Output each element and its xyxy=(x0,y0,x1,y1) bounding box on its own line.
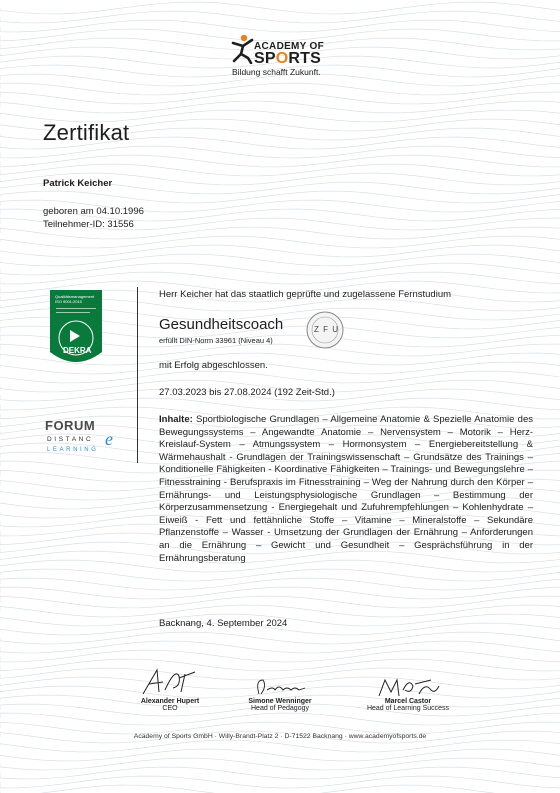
signer-name: Simone Wenninger xyxy=(248,698,312,705)
wave-line xyxy=(0,245,560,257)
athlete-figure-icon xyxy=(230,34,256,64)
certificate-title: Zertifikat xyxy=(43,120,130,145)
logo-line-2 xyxy=(254,50,321,68)
zfu-text: Z F U xyxy=(314,325,339,334)
course-contents xyxy=(159,414,533,565)
logo-tagline: Bildung schafft Zukunft. xyxy=(232,67,321,77)
signature-block-pedagogy xyxy=(220,676,340,712)
wave-line xyxy=(0,263,560,275)
signer-name: Alexander Hupert xyxy=(140,698,200,705)
wave-line xyxy=(0,785,560,793)
vertical-divider xyxy=(137,287,138,463)
wave-line xyxy=(0,641,560,653)
logo-sports-text: SPORTS xyxy=(254,50,322,67)
place-and-date: Backnang, 4. September 2024 xyxy=(159,618,288,629)
signature-2-image xyxy=(245,676,315,698)
signer-role: Head of Learning Success xyxy=(366,705,450,712)
wave-line xyxy=(0,101,560,113)
forum-word: FORUM xyxy=(45,418,96,433)
wave-line xyxy=(0,11,560,23)
intro-text: Herr Keicher hat das staatlich geprüfte und zugelassene Fernstudium xyxy=(159,289,452,300)
course-name: Gesundheitscoach xyxy=(159,316,284,333)
academy-of-sports-logo xyxy=(226,34,346,82)
zfu-seal xyxy=(305,310,345,355)
course-dates: 27.03.2023 bis 27.08.2024 (192 Zeit-Std.) xyxy=(159,387,335,398)
signer-role: Head of Pedagogy xyxy=(251,705,309,712)
participant-id: Teilnehmer-ID: 31556 xyxy=(43,219,134,230)
dekra-seal xyxy=(50,290,102,370)
signature-1-image xyxy=(135,664,205,698)
contents-text: Sportbiologische Grundlagen – Allgemeine Anatomie & Spezielle Anatomie des Bewegungssystems – Angewandte Anatomie – Nervensystem – Motorik – Herz-Kreislauf-System – Atmungssystem – Hormonsystem – Energiebereitstellung & Wärmehaushalt - Grundlagen der Trainingswissenschaft – Grundsätze des Trainings – Konditionelle Fähigkeiten - Koordinative Fähigkeiten – Trainings- und Bewegungslehre – Fitnesstraining - Berufspraxis im Fitnesstraining – Weg der Nahrung durch den Körper – Ernährungs- und Leistungsphysiologische Grundlagen – Bestimmung der Körperzusammensetzung - Energiegehalt und Zufuhrempfehlungen – Kohlenhydrate – Eiweiß - Fett und fettähnliche Stoffe – Vitamine – Mineralstoffe – Sekundäre Pflanzenstoffe – Wasser - Umsetzung der Grundlagen der Ernährung – Anforderungen an die Ernährung – Gewicht und Gesundheit – Gesprächsführung in der Ernährungsberatung xyxy=(159,414,533,564)
footer-address: Academy of Sports GmbH · Willy-Brandt-Platz 2 · D-71522 Backnang · www.academyofsports.de xyxy=(133,733,427,740)
dekra-qm-label: Qualitätsmanagement xyxy=(55,294,95,299)
forum-e: e xyxy=(105,429,113,449)
signature-block-learning-success xyxy=(348,676,468,712)
completion-text: mit Erfolg abgeschlossen. xyxy=(159,360,268,371)
wave-line xyxy=(0,371,560,383)
contents-label: Inhalte: xyxy=(159,414,193,425)
dekra-iso-label: ISO 9001:2015 xyxy=(55,299,82,304)
wave-line xyxy=(0,749,560,761)
dekra-text: DEKRA xyxy=(63,346,92,355)
recipient-name: Patrick Keicher xyxy=(43,178,113,189)
signature-block-ceo xyxy=(110,664,230,712)
forum-learning: LEARNING xyxy=(47,447,99,453)
signer-name: Marcel Castor xyxy=(384,698,432,705)
wave-line xyxy=(0,578,560,590)
wave-line xyxy=(0,164,560,176)
wave-line xyxy=(0,767,560,779)
wave-line xyxy=(0,20,560,32)
signature-3-image xyxy=(373,676,443,698)
logo-line-1: ACADEMY OF xyxy=(254,41,325,52)
birth-date: geboren am 04.10.1996 xyxy=(43,206,144,217)
forum-distance-learning-logo xyxy=(45,418,120,460)
wave-line xyxy=(0,605,560,617)
signer-role: CEO xyxy=(162,705,178,712)
forum-distance: DISTANC xyxy=(47,436,94,443)
din-norm: erfüllt DIN-Norm 33961 (Niveau 4) xyxy=(159,336,273,345)
